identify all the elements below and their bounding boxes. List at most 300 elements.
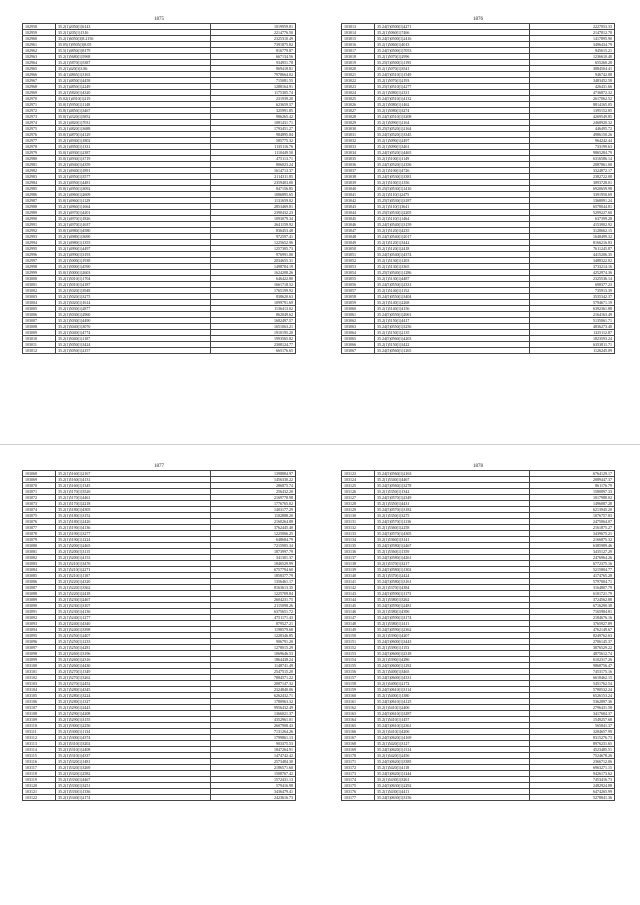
amount-cell: 1126245.09 [530,348,615,354]
amount-cell: 1225006.25 [211,531,296,537]
reference-code-cell: 35.2(1)4950(1)4481 [56,180,211,186]
record-id-cell: 103006 [23,312,56,318]
reference-code-cell: 35.0(1)5950(1)1148 [56,102,211,108]
reference-code-cell: 35.2(1)5390(1)1153 [375,645,530,651]
amount-cell: 836453.48 [211,228,296,234]
reference-code-cell: 35.2(1)5120(1)2418 [375,246,530,252]
reference-code-cell: 35.2(1)5220(1)3362 [56,585,211,591]
record-id-cell: 103157 [342,675,375,681]
amount-cell: 1614713.37 [211,168,296,174]
record-id-cell: 103095 [23,633,56,639]
record-id-cell: 103052 [342,258,375,264]
record-id-cell: 103101 [23,669,56,675]
record-id-cell: 103100 [23,663,56,669]
amount-cell: 6353811.71 [530,342,615,348]
amount-cell: 2114311.85 [211,174,296,180]
reference-code-cell: 35.2(1)5270(1)2452 [56,681,211,687]
amount-cell: 1847264.91 [211,747,296,753]
record-id-cell: 103081 [23,549,56,555]
amount-cell: 7978664.02 [211,72,296,78]
amount-cell: 6316586.14 [530,156,615,162]
record-id-cell: 103086 [23,579,56,585]
record-id-cell: 103078 [23,531,56,537]
amount-cell: 2796431.58 [530,705,615,711]
amount-cell: 2089447.37 [530,477,615,483]
reference-code-cell: 35.2(1)4940(1)4359 [56,162,211,168]
record-id-cell: 103077 [23,525,56,531]
amount-cell: 1395152.85 [530,108,615,114]
record-id-cell: 102976 [23,132,56,138]
amount-cell: 4762149.67 [530,627,615,633]
record-id-cell: 103032 [342,138,375,144]
amount-cell: 6618462.15 [530,675,615,681]
amount-cell: 665176.65 [211,348,296,354]
record-id-cell: 103084 [23,567,56,573]
amount-cell: 4174765.28 [530,573,615,579]
record-id-cell: 103088 [23,591,56,597]
record-id-cell: 103154 [342,657,375,663]
amount-cell: 715081.55 [211,78,296,84]
data-table [341,23,615,354]
reference-code-cell: 35.2(1)5260(1)2316 [56,657,211,663]
reference-code-cell: 35.24(5)0590(1)1173 [375,591,530,597]
reference-code-cell: 35.2(1)5820(1)4320 [56,90,211,96]
reference-code-cell: 35.24(5)0600(1)1292 [375,663,530,669]
record-id-cell: 103012 [23,348,56,354]
amount-cell: 1288164.91 [211,84,296,90]
reference-code-cell: 35.24(5)0560(1)3278 [375,483,530,489]
record-id-cell: 103145 [342,603,375,609]
record-id-cell: 103039 [342,180,375,186]
amount-cell: 426431.66 [530,84,615,90]
data-table [22,23,296,354]
reference-code-cell: 35.2(1)4960(1)1664 [56,204,211,210]
reference-code-cell: 35.2(1)4940(1)1891 [56,168,211,174]
record-id-cell: 103029 [342,120,375,126]
record-id-cell: 102963 [23,54,56,60]
record-id-cell: 103066 [342,342,375,348]
amount-cell: 231939.20 [211,96,296,102]
reference-code-cell: 35.2(1)5280(1)4345 [56,687,211,693]
record-id-cell: 103025 [342,96,375,102]
amount-cell: 862049.62 [211,312,296,318]
record-id-cell: 102966 [23,72,56,78]
record-id-cell: 103149 [342,627,375,633]
record-id-cell: 102996 [23,252,56,258]
record-id-cell: 102990 [23,216,56,222]
amount-cell: 816779.87 [211,48,296,54]
amount-cell: 2468920.32 [530,120,615,126]
reference-code-cell: 35.2(1)5070(1)3541 [375,66,530,72]
record-id-cell: 103131 [342,519,375,525]
amount-cell: 3535342.37 [530,294,615,300]
amount-cell: 655260.28 [530,60,615,66]
record-id-cell: 102989 [23,210,56,216]
reference-code-cell: 35.2(1)5010(1)4187 [56,282,211,288]
amount-cell: 6375651.72 [211,609,296,615]
amount-cell: 3724562.88 [530,597,615,603]
record-id-cell: 102998 [23,264,56,270]
amount-cell: 3483452.58 [530,78,615,84]
amount-cell: 6920659.98 [530,186,615,192]
reference-code-cell: 35.2(1)4820(1)3688 [56,126,211,132]
record-id-cell: 102970 [23,96,56,102]
amount-cell: 2607908.43 [211,723,296,729]
reference-code-cell: 35.2(1)5390(1)4286 [375,657,530,663]
amount-cell: 648684.79 [211,537,296,543]
amount-cell: 7611245.87 [530,246,615,252]
reference-code-cell: 35.24(5)0590(1)2362 [375,627,530,633]
amount-cell: 733199.63 [530,144,615,150]
record-id-cell: 103105 [23,693,56,699]
reference-code-cell: 35.2(1)5190(1)3277 [56,531,211,537]
record-id-cell: 103033 [342,144,375,150]
amount-cell: 2324840.06 [211,687,296,693]
reference-code-cell: 35.24(5)0610(1)4125 [375,699,530,705]
amount-cell: 964242.44 [530,138,615,144]
record-id-cell: 103072 [23,495,56,501]
table-row [342,795,615,801]
amount-cell: 6474265.99 [530,789,615,795]
record-id-cell: 103065 [342,336,375,342]
record-id-cell: 103011 [23,342,56,348]
record-id-cell: 102979 [23,150,56,156]
amount-cell: 3439675.21 [530,531,615,537]
amount-cell: 9868756.47 [530,663,615,669]
amount-cell: 6963271.15 [530,765,615,771]
reference-code-cell: 35.25(5)0530(1)1416 [375,186,530,192]
amount-cell: 906791.20 [211,639,296,645]
record-id-cell: 103155 [342,663,375,669]
record-id-cell: 103127 [342,495,375,501]
reference-code-cell: 35.24(5)0520(1)3345 [375,132,530,138]
reference-code-cell: 35.25(5)0530(1)2205 [375,210,530,216]
amount-cell: 4836273.40 [530,324,615,330]
reference-code-cell: 35.24(5)0600(1)4331 [375,675,530,681]
reference-code-cell: 35.2(1)5200(1)3115 [56,549,211,555]
record-id-cell: 103152 [342,645,375,651]
amount-cell: 1993565.82 [211,336,296,342]
record-id-cell: 102983 [23,174,56,180]
reference-code-cell: 35.2(1)5100(1)1149 [375,156,530,162]
amount-cell: 7215905.34 [211,543,296,549]
record-id-cell: 103075 [23,513,56,519]
record-id-cell: 103121 [23,789,56,795]
amount-cell: 2087147.32 [211,681,296,687]
reference-code-cell: 35.2(1)5030(1)2960 [56,312,211,318]
amount-cell: 1228346.85 [211,633,296,639]
reference-code-cell: 35.24(5)0590(1)2481 [375,603,530,609]
reference-code-cell: 35.2(1)5160(1)4131 [56,477,211,483]
record-id-cell: 103071 [23,489,56,495]
record-id-cell: 103142 [342,585,375,591]
amount-cell: 2482924.88 [530,783,615,789]
amount-cell: 4269549.85 [530,114,615,120]
record-id-cell: 103043 [342,204,375,210]
record-id-cell: 103047 [342,228,375,234]
amount-cell: 1110449.50 [211,150,296,156]
record-id-cell: 102981 [23,162,56,168]
reference-code-cell: 35.2(1)5260(1)3196 [56,651,211,657]
record-id-cell: 103054 [342,270,375,276]
amount-cell: 1765199.92 [211,288,296,294]
reference-code-cell: 35.2(1)5060(1)7466 [375,30,530,36]
record-id-cell: 103123 [342,471,375,477]
record-id-cell: 103114 [23,747,56,753]
reference-code-cell: 35.2(1)5360(1)2258 [375,525,530,531]
reference-code-cell: 35.2(1)5280(1)1327 [56,699,211,705]
record-id-cell: 102977 [23,138,56,144]
record-id-cell: 103048 [342,234,375,240]
reference-code-cell: 35.25(5)0530(1)3187 [375,198,530,204]
reference-code-cell: 35.2(1)5380(1)3262 [375,597,530,603]
amount-cell: 2604231.75 [211,597,296,603]
amount-cell: 8976231.65 [530,741,615,747]
amount-cell: 8166216.83 [530,240,615,246]
amount-cell: 7453175.16 [530,669,615,675]
record-id-cell: 103175 [342,783,375,789]
reference-code-cell: 35.2(1)5120(1)3442 [375,240,530,246]
amount-cell: 2034655.31 [211,258,296,264]
amount-cell: 1093079.34 [211,216,296,222]
reference-code-cell: 35.2(1)5030(1)2877 [56,306,211,312]
reference-code-cell: 35.2(1)5290(1)2443 [56,705,211,711]
record-id-cell: 103091 [23,609,56,615]
amount-cell: 3436479.41 [211,789,296,795]
amount-cell: 8315276.73 [530,735,615,741]
reference-code-cell: 35.2(1)4850(1)2249 [56,84,211,90]
record-id-cell: 103158 [342,681,375,687]
reference-code-cell: 35.24(5)0610(1)2361 [375,723,530,729]
reference-code-cell: 35.2(1)5300(1)2256 [56,723,211,729]
reference-code-cell: 35.2(1)2050(1)6143 [56,24,211,30]
table-row [23,348,296,354]
record-id-cell: 102961 [23,42,56,48]
reference-code-cell: 35.2(1)5230(1)3107 [56,603,211,609]
record-id-cell: 103159 [342,687,375,693]
reference-code-cell: 35.2(1)5340(1)4467 [375,477,530,483]
amount-cell: 2227053.33 [530,24,615,30]
amount-cell: 6757794.60 [211,567,296,573]
record-id-cell: 103143 [342,591,375,597]
record-id-cell: 103085 [23,573,56,579]
amount-cell: 1017988.02 [530,495,615,501]
reference-code-cell: 35.0(1)4950(1)3092 [56,186,211,192]
reference-code-cell: 35.2(1)5400(1)1380 [375,693,530,699]
record-id-cell: 103135 [342,543,375,549]
record-id-cell: 103140 [342,573,375,579]
record-id-cell: 103148 [342,621,375,627]
reference-code-cell: 35.2(1)5240(1)3398 [56,627,211,633]
record-id-cell: 103109 [23,717,56,723]
record-id-cell: 103124 [342,477,375,483]
record-id-cell: 103172 [342,765,375,771]
amount-cell: 2186571.60 [211,765,296,771]
reference-code-cell: 35.2(1)5320(1)3269 [56,765,211,771]
record-id-cell: 103045 [342,216,375,222]
amount-cell: 6213945.20 [530,507,615,513]
reference-code-cell: 35.05(1)9505(3)8.05 [56,42,211,48]
record-id-cell: 103062 [342,318,375,324]
block-title: 1877 [154,464,164,469]
amount-cell: 3893728.01 [530,180,615,186]
record-id-cell: 103001 [23,282,56,288]
reference-code-cell: 35.2(1)5190(1)1224 [56,537,211,543]
record-id-cell: 103096 [23,639,56,645]
amount-cell: 879527.21 [211,621,296,627]
reference-code-cell: 35.2(1)5020(1)3948 [56,288,211,294]
record-id-cell: 103057 [342,288,375,294]
record-id-cell: 103041 [342,192,375,198]
record-id-cell: 102971 [23,102,56,108]
record-id-cell: 103167 [342,735,375,741]
reference-code-cell: 35.24(5)0510(1)1549 [375,72,530,78]
reference-code-cell: 35.2(1)5070(1)2193 [375,78,530,84]
record-id-cell: 103160 [342,693,375,699]
reference-code-cell: 35.2(1)5430(1)3261 [375,777,530,783]
record-id-cell: 103113 [23,741,56,747]
amount-cell: 903375.53 [211,741,296,747]
amount-cell: 6764129.17 [530,471,615,477]
reference-code-cell: 35.2(1)5070(1)2996 [375,54,530,60]
reference-code-cell: 35.2(1)5350(1)3275 [375,513,530,519]
amount-cell: 6385989.46 [530,543,615,549]
reference-code-cell: 35.2(1)5160(1)2167 [56,471,211,477]
block-title: 1876 [473,17,483,22]
amount-cell: 6716290.38 [530,603,615,609]
record-id-cell: 103099 [23,657,56,663]
amount-cell: 1356461.17 [211,579,296,585]
reference-code-cell: 35.2(1)5000(1)1938 [56,258,211,264]
amount-cell: 325991.85 [211,108,296,114]
record-id-cell: 103161 [342,699,375,705]
reference-code-cell: 35.2(1)5040(1)1107 [56,336,211,342]
record-id-cell: 103126 [342,489,375,495]
reference-code-cell: 35.25(5)0540(1)1286 [375,270,530,276]
amount-cell: 2087861.00 [530,162,615,168]
amount-cell: 2366712.06 [530,759,615,765]
reference-code-cell: 35.2(1)5140(1)2268 [375,300,530,306]
amount-cell: 5362897.36 [530,699,615,705]
amount-cell: 1864438.24 [211,657,296,663]
record-id-cell: 103036 [342,162,375,168]
amount-cell: 6578044.81 [530,204,615,210]
amount-cell: 4875612.74 [530,651,615,657]
reference-code-cell: 35.2(1)5170(1)2218 [56,501,211,507]
amount-cell: 1398884.97 [211,471,296,477]
amount-cell: 5215804.77 [530,567,615,573]
amount-cell: 1081431.71 [211,120,296,126]
amount-cell: 2325536.14 [530,276,615,282]
reference-code-cell: 35.2(1)5270(1)3262 [56,675,211,681]
amount-cell: 4352961.01 [211,717,296,723]
reference-code-cell: 35.2(1)5370(1)4384 [375,585,530,591]
amount-cell: 6772375.16 [530,561,615,567]
record-id-cell: 103104 [23,687,56,693]
reference-code-cell: 35.24(5)0620(1)1244 [375,771,530,777]
record-id-cell: 103090 [23,603,56,609]
amount-cell: 934951.78 [211,60,296,66]
record-id-cell: 103176 [342,789,375,795]
reference-code-cell: 35.2(1)5870(1)5387 [56,60,211,66]
amount-cell: 1086895.65 [211,192,296,198]
record-id-cell: 103129 [342,507,375,513]
reference-code-cell: 35.2(1)5230(1)2467 [56,597,211,603]
reference-code-cell: 35.2(1)5130(1)1203 [375,258,530,264]
amount-cell: 5794671.19 [530,300,615,306]
record-id-cell: 103166 [342,729,375,735]
reference-code-cell: 35.2(1)5390(1)4207 [375,633,530,639]
amount-cell: 1823593.24 [530,336,615,342]
record-id-cell: 103063 [342,324,375,330]
reference-code-cell: 35.2(1)5320(1)2582 [56,771,211,777]
record-id-cell: 102973 [23,114,56,120]
reference-code-cell: 35.24(5)0550(1)2331 [375,282,530,288]
reference-code-cell: 35.2(1)5420(1)2456 [375,753,530,759]
amount-cell: 6392361.88 [530,306,615,312]
record-id-cell: 103120 [23,783,56,789]
amount-cell: 2423616.73 [211,795,296,801]
reference-code-cell: 35.2(1)5170(1)4461 [56,495,211,501]
record-id-cell: 103116 [23,759,56,765]
amount-cell: 6102317.26 [530,657,615,663]
amount-cell: 2706145.37 [530,639,615,645]
reference-code-cell: 35.2(1)5330(1)1336 [56,789,211,795]
reference-code-cell: 35.24(5)0540(1)3159 [375,222,530,228]
record-id-cell: 103110 [23,723,56,729]
amount-cell: 1624208.26 [211,270,296,276]
reference-code-cell: 35.2(1)5210(1)1107 [56,573,211,579]
record-id-cell: 103016 [342,42,375,48]
record-id-cell: 103147 [342,615,375,621]
reference-code-cell: 35.2(1)5290(1)4208 [56,711,211,717]
reference-code-cell: 35.2(1)5250(1)4281 [56,645,211,651]
reference-code-cell: 35.24(5)0600(1)3443 [375,639,530,645]
reference-code-cell: 35.24(5)0600(1)2318 [375,651,530,657]
amount-cell: 806023.24 [211,162,296,168]
reference-code-cell: 35.2(1)5140(1)1152 [375,288,530,294]
amount-cell: 1508767.42 [211,771,296,777]
amount-cell: 2184676.16 [530,615,615,621]
reference-code-cell: 35.2(1)5090(1)3461 [375,144,530,150]
record-id-cell: 103017 [342,48,375,54]
record-id-cell: 103046 [342,222,375,228]
reference-code-cell: 35.0(1)4320(1)5852 [56,114,211,120]
record-id-cell: 103060 [342,306,375,312]
amount-cell: 667134.56 [211,54,296,60]
amount-cell: 4153902.92 [530,222,615,228]
amount-cell: 4252974.36 [530,270,615,276]
reference-code-cell: 35.2(1)5280(1)3224 [56,693,211,699]
record-id-cell: 102968 [23,84,56,90]
amount-cell: 2853469.81 [211,204,296,210]
amount-cell: 1368091.24 [530,198,615,204]
record-id-cell: 103080 [23,543,56,549]
reference-code-cell: 35.2(1)5030(1)4490 [56,318,211,324]
table-block-1877 [22,463,296,801]
amount-cell: 1496087.28 [530,501,615,507]
reference-code-cell: 35.2(1)5250(1)2407 [56,633,211,639]
reference-code-cell: 35.2(1)5680(1)5968 [56,54,211,60]
record-id-cell: 103165 [342,723,375,729]
reference-code-cell: 35.2(1)5180(1)2426 [56,519,211,525]
reference-code-cell: 35.24(5)0590(1)3174 [375,615,530,621]
reference-code-cell: 35.2(1)5020(1)1614 [56,300,211,306]
reference-code-cell: 35.25(5)0510(1)4277 [375,84,530,90]
reference-code-cell: 35.24(5)0510(1)3208 [375,114,530,120]
reference-code-cell: 35.2(1)5400(1)3465 [375,669,530,675]
amount-cell: 698377.23 [530,282,615,288]
